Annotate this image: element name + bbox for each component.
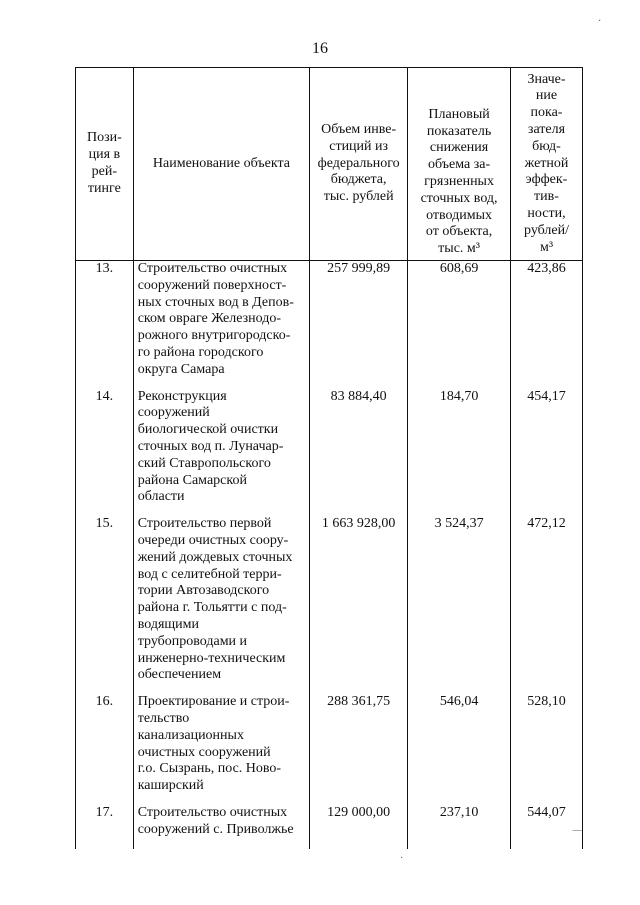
row-name-line: Реконструкция [137, 388, 227, 404]
row-name-line: очистных сооружений [137, 744, 271, 760]
row-name-line: тории Автозаводского [137, 583, 270, 599]
table-header-row [76, 68, 583, 261]
row-name-line: рожного внутригородско- [137, 328, 291, 344]
row-plan: 546,04 [408, 694, 511, 805]
row-name-line: тельство [137, 710, 190, 726]
row-name-line: каширский [137, 778, 204, 794]
row-name-line: сооружений с. Приволжье [137, 821, 294, 837]
row-name-line: канализационных [137, 727, 244, 743]
header-plan-line: Плановый [428, 106, 490, 122]
header-name [133, 68, 309, 261]
row-name-line: сооружений [137, 405, 210, 421]
header-name-text: Наименование объекта [152, 155, 290, 171]
header-efficiency-line: ние [535, 88, 558, 104]
header-efficiency-line: м³ [539, 239, 554, 255]
row-name [133, 389, 309, 517]
row-efficiency: 528,10 [511, 694, 583, 805]
row-name-line: района г. Тольятти с под- [137, 600, 287, 616]
header-plan-line: от объекта, [425, 224, 493, 240]
row-position: 14. [76, 389, 134, 517]
row-investment: 288 361,75 [310, 694, 408, 805]
row-name-line: вод с селитебной терри- [137, 566, 282, 582]
row-name-line: ском овраге Железнодо- [137, 311, 282, 327]
row-name-line: Строительство первой [137, 516, 272, 532]
row-position: 15. [76, 516, 134, 694]
row-plan: 184,70 [408, 389, 511, 517]
row-name-line: ных сточных вод в Депов- [137, 294, 294, 310]
header-position-line: рей- [91, 164, 118, 179]
header-position-line: тинге [87, 180, 121, 196]
header-plan [408, 68, 511, 261]
header-position-line: ция в [88, 147, 121, 163]
header-plan-line: тыс. м³ [438, 241, 480, 257]
header-plan-line: снижения [429, 140, 489, 156]
header-plan-line: грязненных [424, 174, 494, 190]
table-row [76, 694, 583, 805]
row-efficiency: 454,17 [511, 389, 583, 517]
scan-speck: · [598, 16, 602, 27]
row-name-line: сооружений поверхност- [137, 277, 287, 293]
row-investment: 257 999,89 [310, 261, 408, 389]
header-efficiency-line: рублей/ [524, 222, 569, 238]
row-position: 13. [76, 261, 134, 389]
row-name [133, 805, 309, 849]
row-plan: 237,10 [408, 805, 511, 849]
header-investment [310, 68, 408, 261]
row-name-line: г.о. Сызрань, пос. Ново- [137, 761, 282, 777]
table-row [76, 805, 583, 849]
row-position: 16. [76, 694, 134, 805]
header-plan-line: отводимых [426, 207, 493, 223]
table-row [76, 389, 583, 517]
header-plan-line: сточных вод, [420, 190, 498, 206]
scan-speck: −− [572, 826, 582, 837]
header-efficiency-line: Значе- [527, 71, 566, 87]
row-efficiency: 423,86 [511, 261, 583, 389]
header-efficiency-line: зателя [527, 122, 566, 137]
table-row [76, 261, 583, 389]
row-name-line: Строительство очистных [137, 804, 288, 820]
row-name [133, 261, 309, 389]
row-name-line: водящими [137, 616, 200, 632]
header-efficiency-line: ности, [527, 205, 566, 221]
row-efficiency: 472,12 [511, 516, 583, 694]
header-efficiency-line: жетной [524, 155, 569, 171]
row-name [133, 694, 309, 805]
header-efficiency-line: эффек- [525, 172, 568, 188]
row-investment: 1 663 928,00 [310, 516, 408, 694]
page-number: 16 [312, 40, 328, 57]
header-investment-line: стиций из [329, 138, 389, 154]
header-position [76, 68, 134, 261]
row-name [133, 516, 309, 694]
row-investment: 129 000,00 [310, 805, 408, 849]
row-name-line: инженерно-техническим [137, 650, 286, 666]
row-name-line: округа Самара [137, 361, 225, 377]
investment-table [75, 67, 583, 849]
row-efficiency: 544,07 [511, 805, 583, 849]
header-efficiency-line: бюд- [532, 138, 561, 154]
row-name-line: го района городского [137, 344, 264, 360]
header-investment-line: тыс. рублей [323, 189, 394, 205]
row-name-line: Строительство очистных [137, 261, 288, 276]
header-plan-line: объема за- [428, 157, 491, 173]
row-name-line: обеспечением [137, 667, 222, 683]
header-investment-line: бюджета, [330, 172, 387, 188]
row-name-line: сточных вод п. Луначар- [137, 438, 284, 454]
row-plan: 3 524,37 [408, 516, 511, 694]
header-investment-line: федерального [317, 155, 400, 171]
row-name-line: области [137, 489, 185, 505]
row-investment: 83 884,40 [310, 389, 408, 517]
row-name-line: биологической очистки [137, 422, 279, 438]
scan-speck: · [400, 853, 404, 864]
header-efficiency-line: тив- [534, 189, 559, 205]
row-name-line: ский Ставропольского [137, 455, 271, 471]
header-position-line: Пози- [86, 130, 122, 146]
header-plan-line: показатель [426, 123, 492, 139]
header-efficiency-line: пока- [530, 105, 563, 121]
row-name-line: трубопроводами и [137, 633, 248, 649]
row-name-line: Проектирование и строи- [137, 694, 290, 710]
row-position: 17. [76, 805, 134, 849]
header-efficiency [511, 68, 583, 261]
row-name-line: очереди очистных соору- [137, 532, 289, 548]
row-name-line: жений дождевых сточных [137, 549, 293, 565]
header-investment-line: Объем инве- [321, 122, 397, 137]
row-name-line: района Самарской [137, 472, 247, 488]
row-plan: 608,69 [408, 261, 511, 389]
table-row [76, 516, 583, 694]
